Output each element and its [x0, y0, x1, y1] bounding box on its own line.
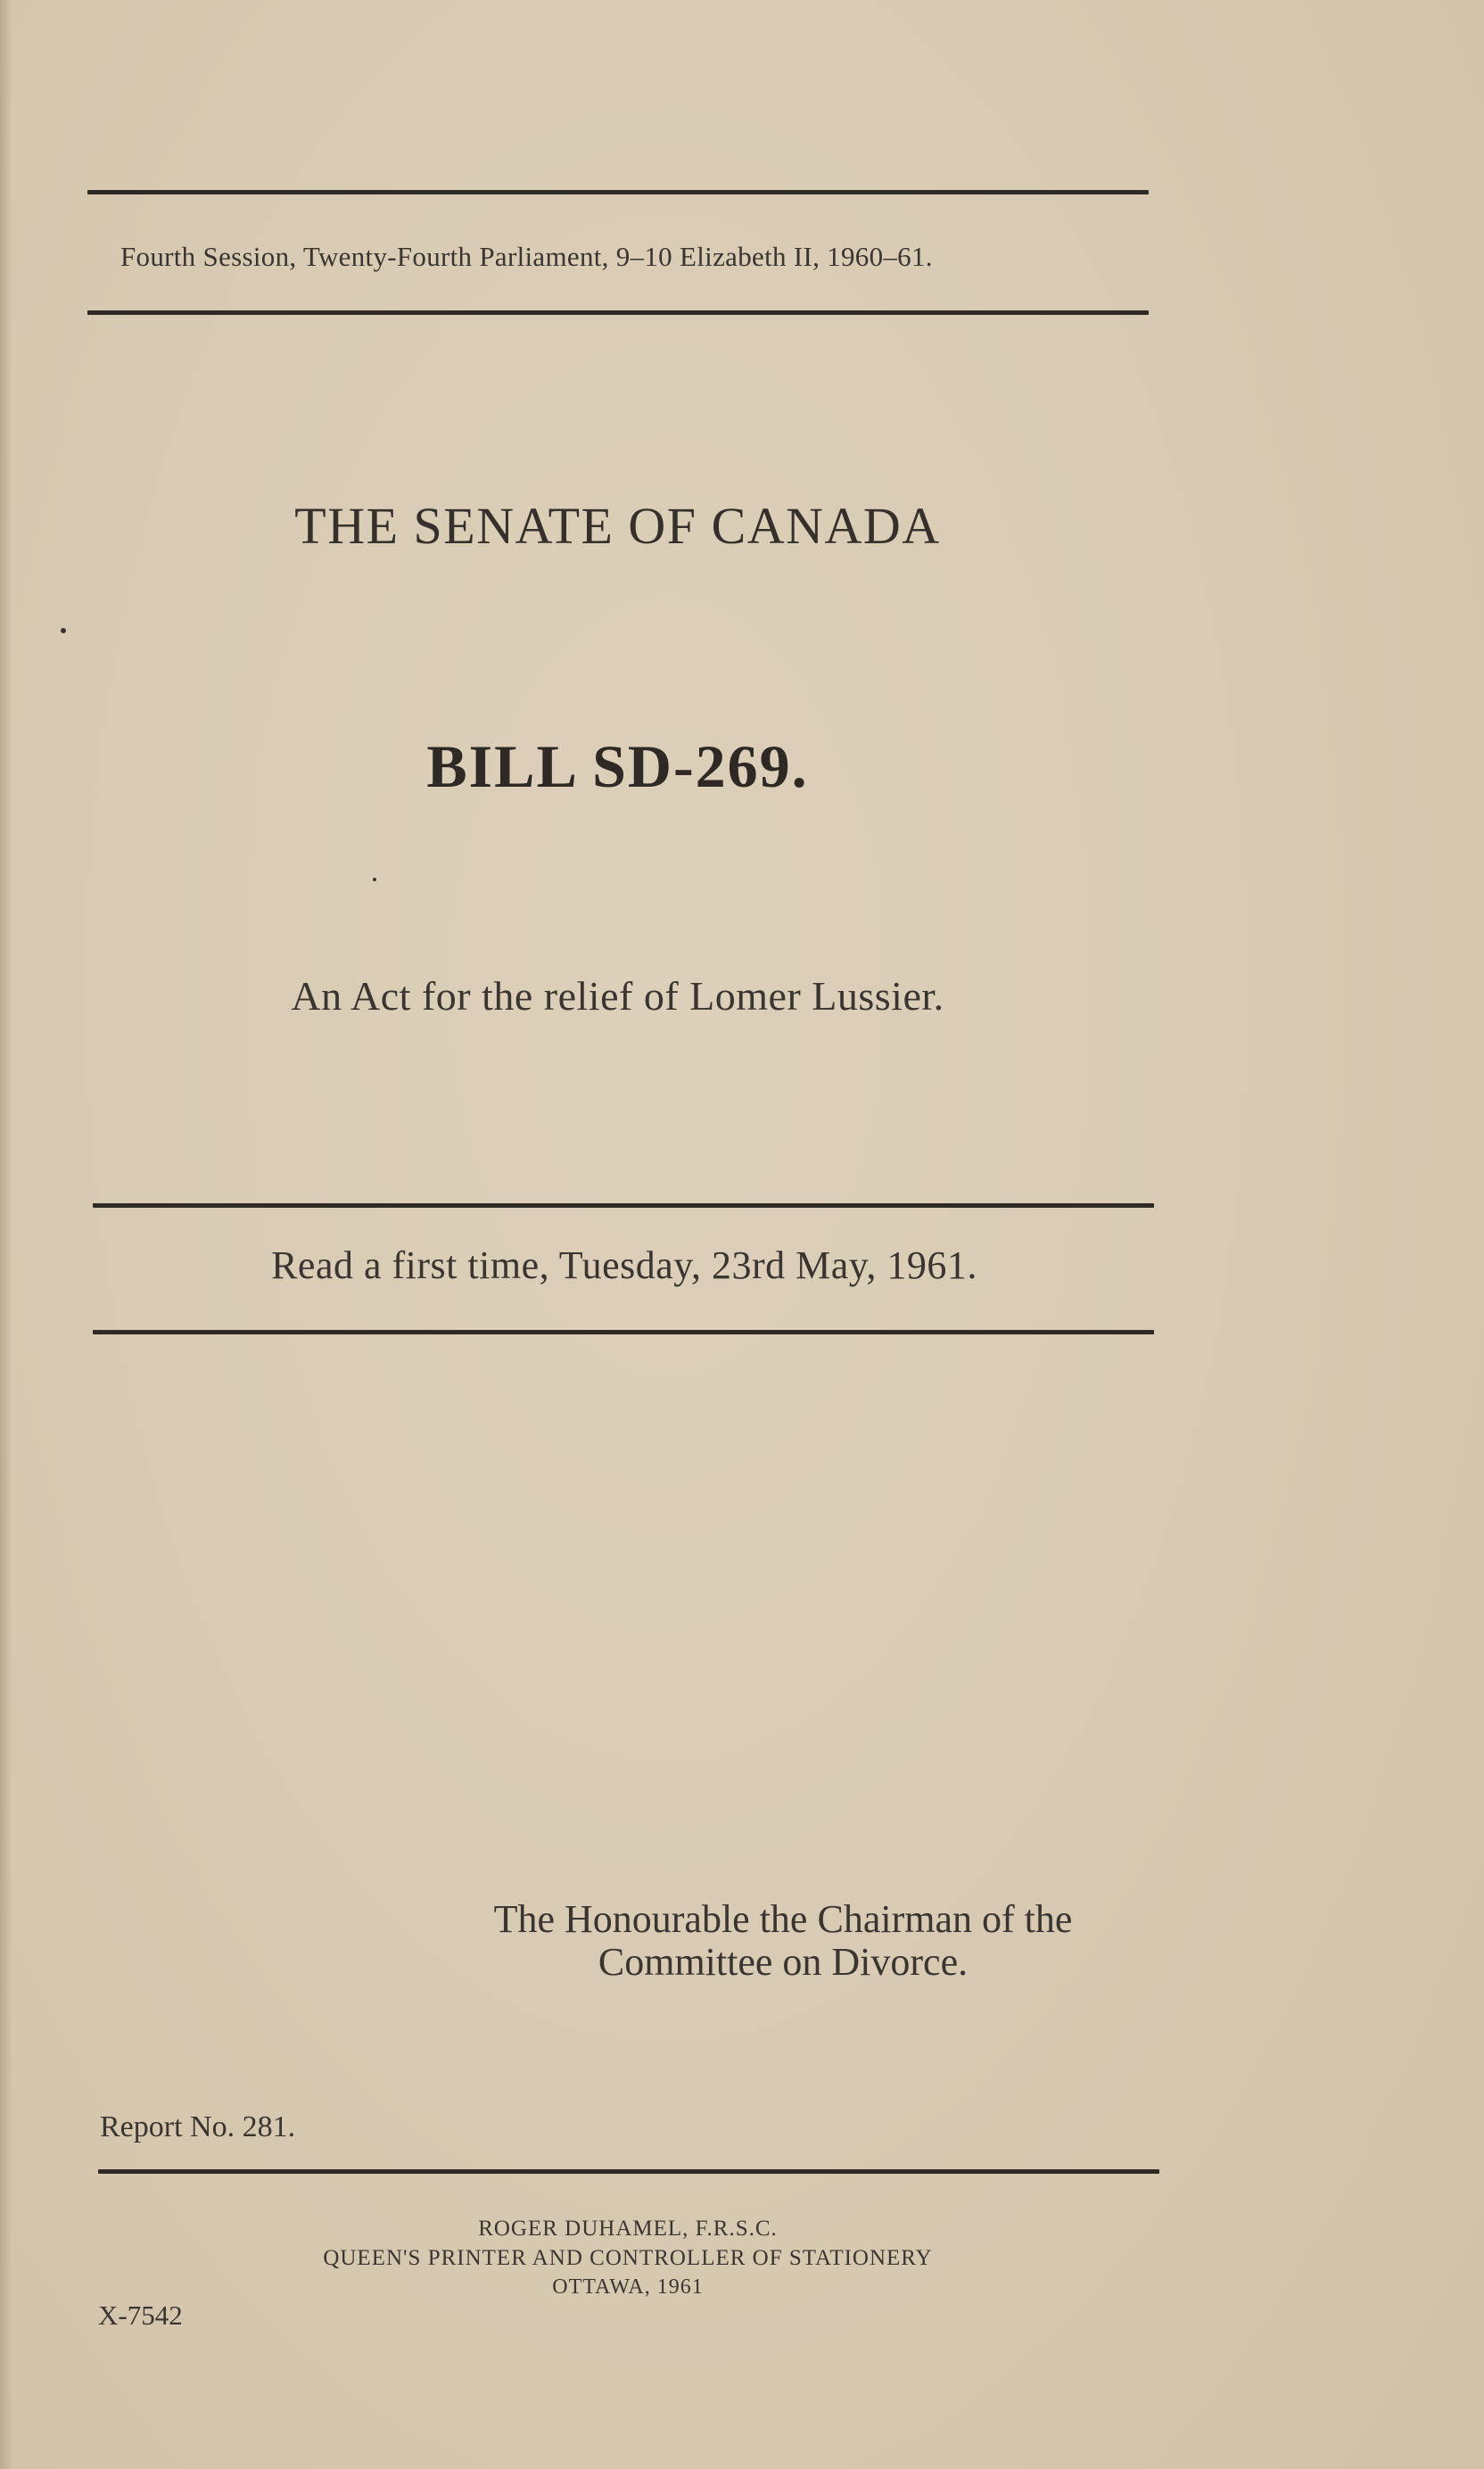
printer-title: QUEEN'S PRINTER AND CONTROLLER OF STATIONERY [323, 2246, 933, 2270]
header-bottom-rule [87, 310, 1149, 315]
paper-speck [61, 628, 66, 633]
footer-rule [98, 2169, 1159, 2174]
sponsor-line-1: The Honourable the Chairman of the [493, 1897, 1073, 1941]
report-number: Report No. 281. [100, 2110, 296, 2143]
printer-city: OTTAWA, 1961 [552, 2275, 704, 2299]
session-line: Fourth Session, Twenty-Fourth Parliament, 9–10 Elizabeth II, 1960–61. [120, 241, 933, 272]
senate-title: THE SENATE OF CANADA [294, 497, 941, 555]
reading-top-rule [93, 1203, 1154, 1208]
act-title: An Act for the relief of Lomer Lussier. [291, 973, 944, 1019]
printer-name: ROGER DUHAMEL, F.R.S.C. [478, 2217, 778, 2241]
document-code: X-7542 [98, 2300, 183, 2331]
sponsor-line-2: Committee on Divorce. [598, 1940, 969, 1984]
sponsor-block [449, 1898, 1117, 1984]
printer-imprint [0, 2214, 1256, 2302]
paper-speck [373, 878, 376, 881]
first-reading-line: Read a first time, Tuesday, 23rd May, 1961. [271, 1243, 977, 1287]
bill-number: BILL SD-269. [426, 732, 809, 800]
reading-bottom-rule [93, 1330, 1154, 1334]
page-edge-shadow [0, 0, 12, 2469]
header-top-rule [87, 190, 1149, 194]
